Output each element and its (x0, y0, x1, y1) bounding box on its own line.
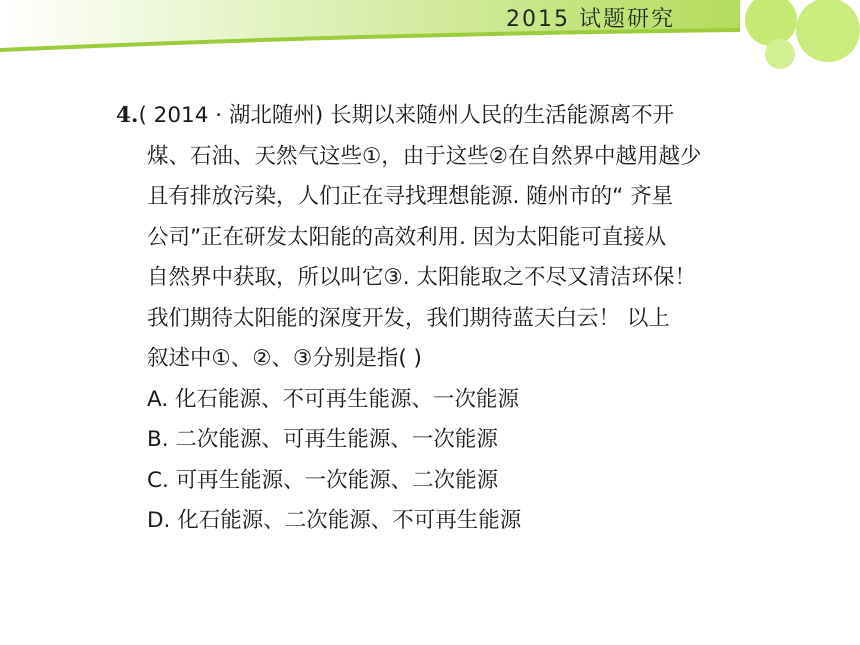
question-line-3: 且有排放污染，人们正在寻找理想能源. 随州市的“ 齐星 (147, 184, 674, 209)
question-text: ( 2014 · 湖北随州) 长期以来随州人民的生活能源离不开 (138, 103, 675, 128)
option-d[interactable]: D. 化石能源、二次能源、不可再生能源 (147, 508, 522, 533)
question-line-6: 我们期待太阳能的深度开发，我们期待蓝天白云！ 以上 (147, 305, 670, 331)
question-line-5: 自然界中获取，所以叫它③. 太阳能取之不尽又清洁环保！ (147, 265, 696, 290)
question-line-2: 煤、石油、天然气这些①，由于这些②在自然界中越用越少 (147, 143, 702, 169)
header-circle-right (796, 0, 860, 62)
question-line-7: 叙述中①、②、③分别是指( ) (147, 346, 422, 371)
question-block (116, 96, 736, 542)
header-decoration (0, 0, 860, 70)
option-c[interactable]: C. 可再生能源、一次能源、二次能源 (147, 467, 499, 493)
question-line-4: 公司”正在研发太阳能的高效利用. 因为太阳能可直接从 (147, 224, 667, 250)
header-title: 2015 试题研究 (506, 7, 675, 32)
option-a[interactable]: A. 化石能源、不可再生能源、一次能源 (147, 386, 519, 412)
slide-header (0, 0, 860, 62)
header-circle-large (745, 0, 797, 46)
question-number: 4. (116, 103, 139, 128)
option-b[interactable]: B. 二次能源、可再生能源、一次能源 (147, 427, 498, 452)
question-line-1 (116, 96, 736, 137)
header-circle-small (765, 39, 795, 69)
answer-options (116, 380, 736, 542)
